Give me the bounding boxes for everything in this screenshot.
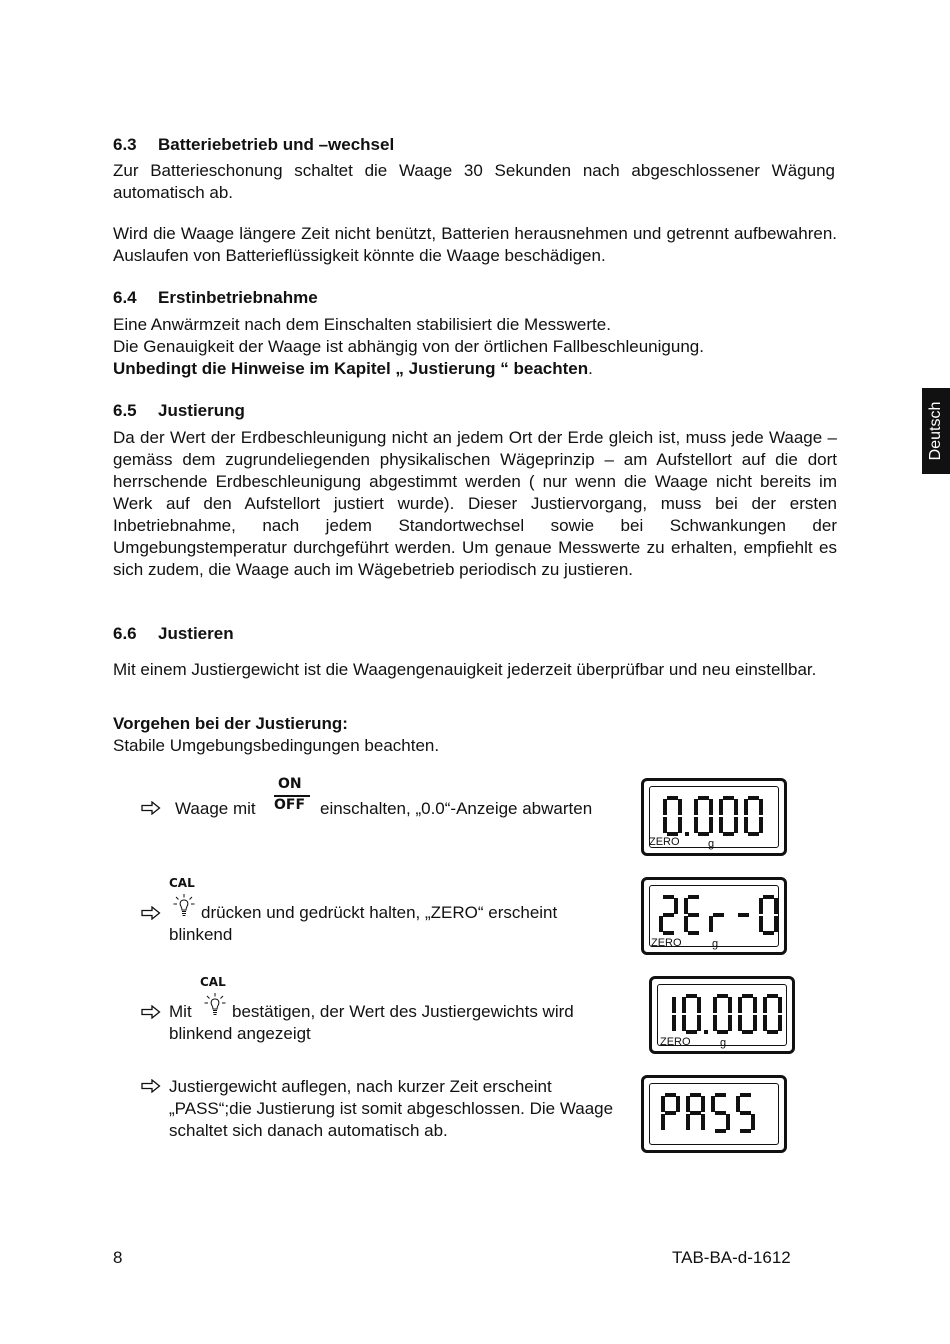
lcd-display-zero-mode bbox=[641, 877, 787, 955]
lcd-digits bbox=[662, 795, 780, 841]
lcd-digit bbox=[744, 796, 763, 836]
lcd-display-weight bbox=[649, 976, 795, 1054]
line-notice bbox=[113, 358, 593, 380]
heading-6-5 bbox=[113, 400, 245, 422]
heading-6-3 bbox=[113, 134, 394, 156]
on-key-label: ON bbox=[278, 776, 302, 792]
cal-key-label: CAL bbox=[169, 876, 195, 890]
notice-end: . bbox=[588, 359, 593, 378]
language-tab-label: Deutsch bbox=[927, 401, 944, 461]
section-number: 6.5 bbox=[113, 401, 137, 420]
lcd-digits bbox=[658, 894, 778, 940]
lcd-digit bbox=[736, 1093, 755, 1133]
arrow-icon bbox=[141, 1005, 161, 1019]
section-number: 6.3 bbox=[113, 135, 137, 154]
lcd-digit bbox=[684, 895, 699, 935]
lcd-decimal-point bbox=[685, 832, 689, 836]
paragraph-battery-saving: Zur Batterieschonung schaltet die Waage 30 Sekunden nach abgeschlossener Wägung automatisch ab. bbox=[113, 161, 835, 202]
section-title: Erstinbetriebnahme bbox=[158, 288, 318, 307]
lcd-digit bbox=[759, 895, 778, 935]
procedure-subtitle: Stabile Umgebungsbedingungen beachten. bbox=[113, 736, 440, 755]
line-accuracy: Die Genauigkeit der Waage ist abhängig von der örtlichen Fallbeschleunigung. bbox=[113, 337, 704, 356]
lcd-digit bbox=[663, 796, 682, 836]
off-key-label: OFF bbox=[274, 797, 306, 813]
lcd-digits bbox=[660, 1092, 778, 1138]
paragraph-calibration-weight: Mit einem Justiergewicht ist die Waagengenauigkeit jederzeit überprüfbar und neu einstellbar. bbox=[113, 660, 817, 679]
lcd-decimal-point bbox=[704, 1030, 708, 1034]
lcd-digit bbox=[659, 895, 678, 935]
lcd-digit bbox=[713, 994, 732, 1034]
section-title: Justierung bbox=[158, 401, 245, 420]
lcd-zero-label: ZERO bbox=[649, 836, 680, 848]
step1-text-a: Waage mit bbox=[175, 799, 256, 818]
lcd-unit-label: g bbox=[720, 1037, 727, 1049]
section-title: Justieren bbox=[158, 624, 234, 643]
notice-bold: Unbedingt die Hinweise im Kapitel „ Justierung “ beachten bbox=[113, 359, 589, 378]
step2-text: drücken und gedrückt halten, „ZERO“ erscheint blinkend bbox=[169, 903, 558, 944]
paragraph-battery-storage: Wird die Waage längere Zeit nicht benützt, Batterien herausnehmen und getrennt aufbewahren. Auslaufen von Batterieflüssigkeit könnte die Waage beschädigen. bbox=[113, 224, 837, 265]
lcd-digit bbox=[694, 796, 713, 836]
section-title: Batteriebetrieb und –wechsel bbox=[158, 135, 395, 154]
lcd-digit bbox=[738, 913, 749, 917]
paragraph-adjustment: Da der Wert der Erdbeschleunigung nicht an jedem Ort der Erde gleich ist, muss jede Waage – gemäss dem zugrundeliegenden physikalischen Wägeprinzip – am Aufstellort auf die dort herrschende Erdbeschleunigung abgestimmt werden ( nur wenn die Waage nicht bereits im Werk auf den Aufstellort justiert wurde). Dieser Justiervorgang, muss bei der ersten Inbetriebnahme, nach jedem Standortwechsel sowie bei Schwankungen der Umgebungstemperatur durchgeführt werden. Um genaue Messwerte zu erhalten, empfiehlt es sich zudem, die Waage auch im Wägebetrieb periodisch zu justieren. bbox=[113, 428, 837, 579]
lcd-digit bbox=[738, 994, 757, 1034]
step1-text-b: einschalten, „0.0“-Anzeige abwarten bbox=[320, 799, 593, 818]
lcd-display-pass bbox=[641, 1075, 787, 1153]
step3-text-b: bestätigen, der Wert des Justiergewichts wird blinkend angezeigt bbox=[169, 1002, 574, 1043]
arrow-icon bbox=[141, 1079, 161, 1093]
lcd-zero-label: ZERO bbox=[660, 1036, 691, 1048]
language-tab bbox=[922, 388, 950, 474]
lcd-digit bbox=[661, 1093, 680, 1130]
step3-text-a: Mit bbox=[169, 1002, 192, 1021]
arrow-icon bbox=[141, 801, 161, 815]
lcd-display-zero bbox=[641, 778, 787, 856]
lcd-digit bbox=[711, 1093, 730, 1133]
lcd-zero-label: ZERO bbox=[651, 937, 682, 949]
page-number: 8 bbox=[113, 1248, 123, 1267]
cal-key-label: CAL bbox=[200, 975, 226, 989]
lcd-digit bbox=[686, 1093, 705, 1130]
heading-6-4 bbox=[113, 287, 318, 309]
lcd-digit bbox=[709, 913, 724, 932]
section-number: 6.6 bbox=[113, 624, 137, 643]
step4-text: Justiergewicht auflegen, nach kurzer Zeit erscheint „PASS“;die Justierung ist somit abgeschlossen. Die Waage schaltet sich danach automatisch ab. bbox=[169, 1077, 614, 1140]
section-number: 6.4 bbox=[113, 288, 137, 307]
procedure-title: Vorgehen bei der Justierung: bbox=[113, 714, 348, 733]
document-id: TAB-BA-d-1612 bbox=[672, 1248, 791, 1267]
heading-6-6 bbox=[113, 623, 234, 645]
arrow-icon bbox=[141, 906, 161, 920]
lcd-digit bbox=[763, 994, 782, 1034]
lcd-unit-label: g bbox=[708, 838, 715, 850]
lcd-digit bbox=[682, 994, 701, 1034]
lcd-digit bbox=[672, 997, 676, 1031]
lcd-unit-label: g bbox=[712, 938, 719, 950]
lcd-digit bbox=[719, 796, 738, 836]
lcd-digits bbox=[656, 993, 788, 1039]
line-warmup: Eine Anwärmzeit nach dem Einschalten stabilisiert die Messwerte. bbox=[113, 315, 611, 334]
